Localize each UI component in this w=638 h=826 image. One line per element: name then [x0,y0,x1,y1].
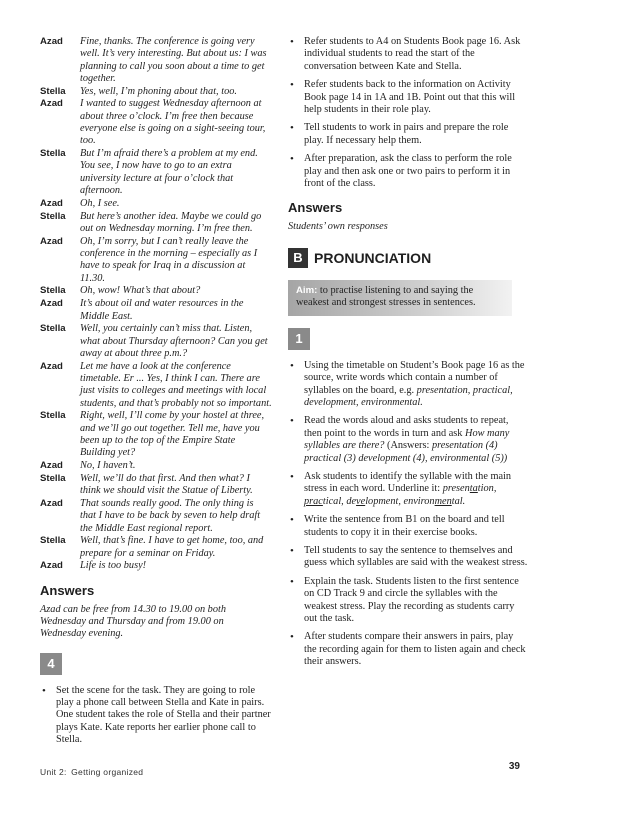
aim-label: Aim: [296,284,318,296]
dialogue-line [40,298,272,323]
answers-heading: Answers [40,582,95,598]
dialogue-text: But here’s another idea. Maybe we could go out on Wednesday morning. I’m free then. [80,210,262,234]
page-number: 39 [508,761,520,772]
dialogue-line [40,86,272,98]
dialogue-line [40,361,272,410]
dialogue-line [40,198,272,210]
answers-heading: Answers [288,200,343,216]
dialogue-text: Life is too busy! [80,560,147,572]
left-column [40,36,272,753]
list-item: • Read the words aloud and asks students to repeat, then point to the words in turn and ask How many syllables are there? (Answers: presentation (4) practical (3) development (4), environmental (5)) [288,415,528,465]
roleplay-bullets [288,36,528,190]
speaker-name: Azad [40,497,63,509]
dialogue-line [40,473,272,498]
speaker-name: Azad [40,36,63,47]
unit-title: Getting organized [71,767,144,777]
dialogue-line [40,285,272,297]
speaker-name: Azad [40,360,63,372]
list-item: • Using the timetable on Student’s Book page 16 as the source, write words which contain a number of syllables on the board, e.g. presentation, practical, development, environmental. [288,360,528,410]
speaker-name: Stella [40,410,66,422]
dialogue-text: I wanted to suggest Wednesday afternoon at about three o’clock. I’m free then because everyone else is going on a sight-seeing tour, too. [80,98,266,147]
task-number-4: 4 [40,653,62,675]
page-footer [40,762,520,780]
dialogue-line [40,211,272,236]
answers-text: Azad can be free from 14.30 to 19.00 on both Wednesday and Thursday and from 19.00 on Wednesday evening. [40,603,226,640]
speaker-name: Azad [40,298,63,310]
dialogue-text: Well, we’ll do that first. And then what? I think we should visit the Statue of Liberty. [80,472,253,497]
dialogue-text: No, I haven’t. [80,460,136,472]
dialogue-line [40,410,272,459]
aim-text: to practise listening to and saying the weakest and strongest stresses in sentences. [296,284,476,309]
list-item: • After students compare their answers in pairs, play the recording again for them to listen again and check their answers. [288,631,528,668]
dialogue-text: Oh, I see. [80,197,120,209]
dialogue-line [40,36,272,85]
dialogue-text: That sounds really good. The only thing is that I have to be back by seven to help draft the Middle East regional report. [80,497,261,534]
speaker-name: Stella [40,210,66,222]
list-item: • After preparation, ask the class to perform the role play and then ask one or two pairs to perform it in front of the class. [288,153,528,190]
dialogue-text: Yes, well, I’m phoning about that, too. [80,85,237,97]
dialogue-line [40,236,272,285]
dialogue-text: Let me have a look at the conference timetable. Er ... Yes, I think I can. There are just visits to colleges and meetings with local students, and that’s probably not so important. [80,360,272,409]
speaker-name: Azad [40,560,63,572]
speaker-name: Azad [40,197,63,209]
speaker-name: Stella [40,85,66,97]
section-header [288,248,528,268]
list-item: • Tell students to work in pairs and prepare the role play. If necessary help them. [288,122,528,147]
section-title: PRONUNCIATION [314,249,432,266]
list-item: • Ask students to identify the syllable with the main stress in each word. Underline it: presentation, practical, development, environmental. [288,471,528,508]
list-item: • Refer students to A4 on Students Book page 16. Ask individual students to read the start of the conversation between Kate and Stella. [288,36,528,73]
speaker-name: Azad [40,460,63,472]
speaker-name: Stella [40,323,66,335]
speaker-name: Stella [40,472,66,484]
dialogue [40,36,272,573]
aim-box [288,280,512,316]
unit-label: Unit 2: [40,767,67,777]
task4-bullets [40,685,272,747]
task-number-1: 1 [288,328,310,350]
dialogue-line [40,535,272,560]
dialogue-text: Fine, thanks. The conference is going very well. It’s very interesting. But about us: I was planning to call you soon about a time to get together. [80,36,267,84]
stressed-words: presentation, practical, development, environmental. [304,483,497,507]
dialogue-text: Well, that’s fine. I have to get home, too, and prepare for a seminar on Friday. [80,535,264,559]
dialogue-text: Oh, I’m sorry, but I can’t really leave the conference in the morning – especially as I have to speak for Iraq in a discussion at 11.30. [80,235,258,284]
list-item: • Refer students back to the information on Activity Book page 14 in 1A and 1B. Point out that this will help students in their role play. [288,79,528,116]
section-letter: B [288,248,308,268]
list-item: • Set the scene for the task. They are going to role play a phone call between Stella and Kate in pairs. One student takes the role of Stella and their partner plays Kate. Kate reports her earlier phone call to Stella. [40,685,272,747]
dialogue-text: Oh, wow! What’s that about? [80,285,201,297]
list-item: • Explain the task. Students listen to the first sentence on CD Track 9 and circle the syllables with the weakest stress. Play the recording as students carry out the task. [288,576,528,626]
speaker-name: Stella [40,285,66,297]
speaker-name: Stella [40,535,66,547]
right-column [288,36,528,675]
dialogue-text: Well, you certainly can’t miss that. Listen, what about Thursday afternoon? Can you get away at about three p.m.? [80,323,268,359]
speaker-name: Azad [40,235,63,247]
dialogue-text: Right, well, I’ll come by your hostel at three, and we’ll go out together. Tell me, have you been up to the top of the Empire State Building yet? [80,410,265,459]
dialogue-text: It’s about oil and water resources in the Middle East. [80,298,244,322]
list-item: • Write the sentence from B1 on the board and tell students to copy it in their exercise books. [288,514,528,539]
dialogue-line [40,498,272,535]
speaker-name: Stella [40,148,66,160]
dialogue-line [40,148,272,197]
dialogue-line [40,323,272,360]
answers-text: Students’ own responses [288,221,388,233]
task1-bullets [288,360,528,669]
list-item: • Tell students to say the sentence to themselves and guess which syllables are said with the weakest stress. [288,545,528,570]
dialogue-line [40,460,272,472]
dialogue-line [40,560,272,572]
speaker-name: Azad [40,98,63,110]
dialogue-line [40,98,272,147]
dialogue-text: But I’m afraid there’s a problem at my end. You see, I now have to go to an extra university lecture at four o’clock that afternoon. [80,148,258,197]
